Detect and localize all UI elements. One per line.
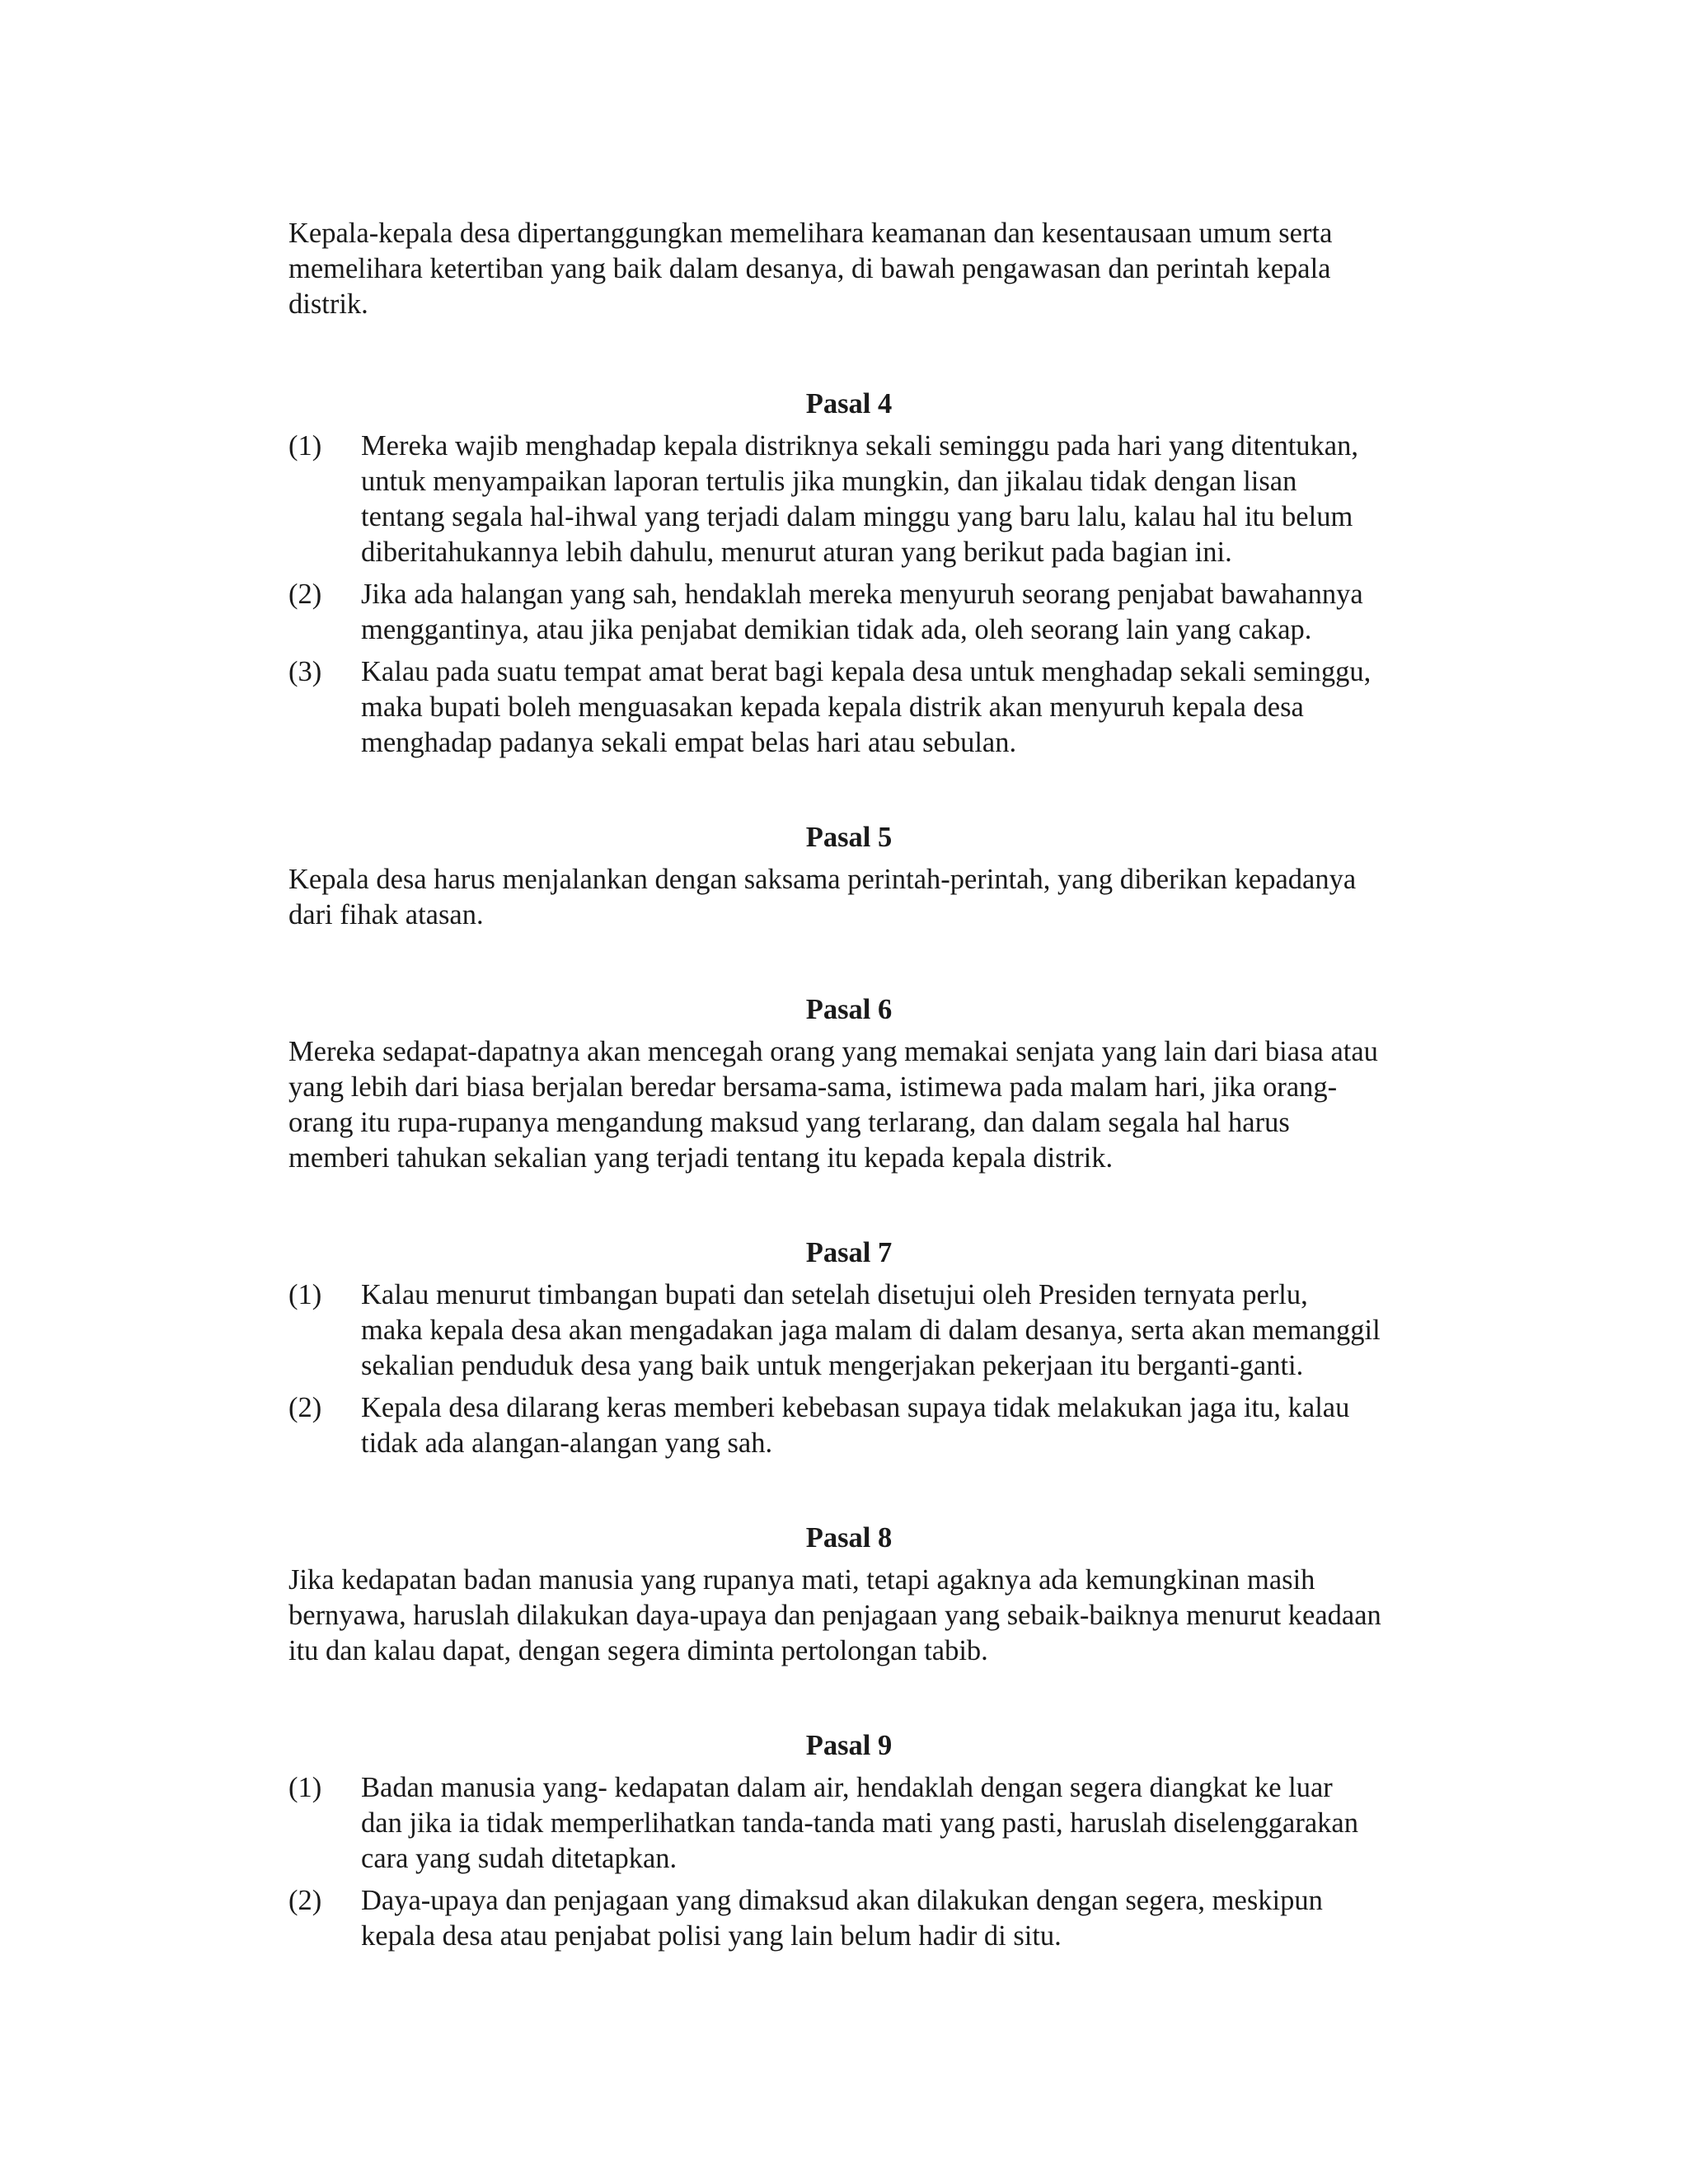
item-line: maka kepala desa akan mengadakan jaga malam di dalam desanya, serta akan memanggil [361,1315,1381,1346]
paragraph-line: orang itu rupa-rupanya mengandung maksud yang terlarang, dan dalam segala hal harus [288,1107,1290,1138]
item-text [361,1770,1409,1877]
item-line: tidak ada alangan-alangan yang sah. [361,1427,773,1459]
item-line: cara yang sudah ditetapkan. [361,1843,678,1874]
item-line: Badan manusia yang- kedapatan dalam air, hendaklah dengan segera diangkat ke luar [361,1772,1333,1803]
section-heading: Pasal 9 [805,1730,893,1761]
section-heading: Pasal 8 [805,1522,893,1554]
list-item [288,1390,1409,1461]
intro-paragraph [288,216,1409,322]
section-pasal-9 [288,1728,1409,1954]
item-text [361,1390,1409,1461]
section-paragraph [288,862,1409,933]
section-paragraph [288,1034,1409,1176]
paragraph-line: Mereka sedapat-dapatnya akan mencegah orang yang memakai senjata yang lain dari biasa atau [288,1036,1378,1067]
paragraph-line: Kepala desa harus menjalankan dengan saksama perintah-perintah, yang diberikan kepadanya [288,864,1357,895]
item-line: Daya-upaya dan penjagaan yang dimaksud akan dilakukan dengan segera, meskipun [361,1885,1323,1916]
section-heading: Pasal 6 [805,994,893,1025]
section-pasal-8 [288,1521,1409,1669]
section-pasal-7 [288,1235,1409,1461]
item-line: untuk menyampaikan laporan tertulis jika mungkin, dan jikalau tidak dengan lisan [361,466,1297,497]
section-pasal-5 [288,820,1409,933]
item-text [361,577,1409,648]
item-text [361,429,1409,570]
section-pasal-4 [288,387,1409,761]
paragraph-line: yang lebih dari biasa berjalan beredar bersama-sama, istimewa pada malam hari, jika orang- [288,1071,1338,1103]
item-number: (1) [288,1279,322,1310]
item-text [361,654,1409,761]
list-item [288,1277,1409,1384]
intro-line: Kepala-kepala desa dipertanggungkan memelihara keamanan dan kesentausaan umum serta [288,218,1333,249]
section-heading: Pasal 7 [805,1237,893,1268]
item-line: Mereka wajib menghadap kepala distriknya sekali seminggu pada hari yang ditentukan, [361,430,1358,462]
paragraph-line: Jika kedapatan badan manusia yang rupanya mati, tetapi agaknya ada kemungkinan masih [288,1564,1315,1596]
paragraph-line: itu dan kalau dapat, dengan segera diminta pertolongan tabib. [288,1635,988,1666]
item-number: (2) [288,1885,322,1916]
item-number: (1) [288,430,322,462]
item-line: menghadap padanya sekali empat belas hari atau sebulan. [361,727,1017,758]
item-line: sekalian penduduk desa yang baik untuk mengerjakan pekerjaan itu berganti-ganti. [361,1350,1304,1381]
item-number: (1) [288,1772,322,1803]
item-number: (2) [288,1392,322,1423]
list-item [288,577,1409,648]
document-page [288,216,1409,1961]
item-line: maka bupati boleh menguasakan kepada kepala distrik akan menyuruh kepala desa [361,691,1304,723]
list-item [288,429,1409,570]
list-item [288,654,1409,761]
item-line: kepala desa atau penjabat polisi yang lain belum hadir di situ. [361,1920,1062,1952]
item-line: Jika ada halangan yang sah, hendaklah mereka menyuruh seorang penjabat bawahannya [361,579,1363,610]
section-heading: Pasal 4 [805,388,893,419]
item-number: (2) [288,579,322,610]
section-pasal-6 [288,992,1409,1176]
item-line: menggantinya, atau jika penjabat demikian tidak ada, oleh seorang lain yang cakap. [361,614,1312,645]
paragraph-line: bernyawa, haruslah dilakukan daya-upaya dan penjagaan yang sebaik-baiknya menurut keadaan [288,1600,1381,1631]
list-item [288,1770,1409,1877]
paragraph-line: dari fihak atasan. [288,899,484,930]
item-line: diberitahukannya lebih dahulu, menurut aturan yang berikut pada bagian ini. [361,537,1232,568]
intro-line: distrik. [288,288,368,320]
item-line: tentang segala hal-ihwal yang terjadi dalam minggu yang baru lalu, kalau hal itu belum [361,501,1353,532]
item-line: Kepala desa dilarang keras memberi kebebasan supaya tidak melakukan jaga itu, kalau [361,1392,1350,1423]
item-line: dan jika ia tidak memperlihatkan tanda-tanda mati yang pasti, haruslah diselenggarakan [361,1807,1358,1839]
paragraph-line: memberi tahukan sekalian yang terjadi tentang itu kepada kepala distrik. [288,1142,1114,1174]
item-text [361,1883,1409,1954]
item-line: Kalau pada suatu tempat amat berat bagi kepala desa untuk menghadap sekali seminggu, [361,656,1372,687]
section-heading: Pasal 5 [805,822,893,853]
item-text [361,1277,1409,1384]
list-item [288,1883,1409,1954]
intro-line: memelihara ketertiban yang baik dalam desanya, di bawah pengawasan dan perintah kepala [288,253,1331,284]
section-paragraph [288,1563,1409,1669]
item-line: Kalau menurut timbangan bupati dan setelah disetujui oleh Presiden ternyata perlu, [361,1279,1308,1310]
item-number: (3) [288,656,322,687]
